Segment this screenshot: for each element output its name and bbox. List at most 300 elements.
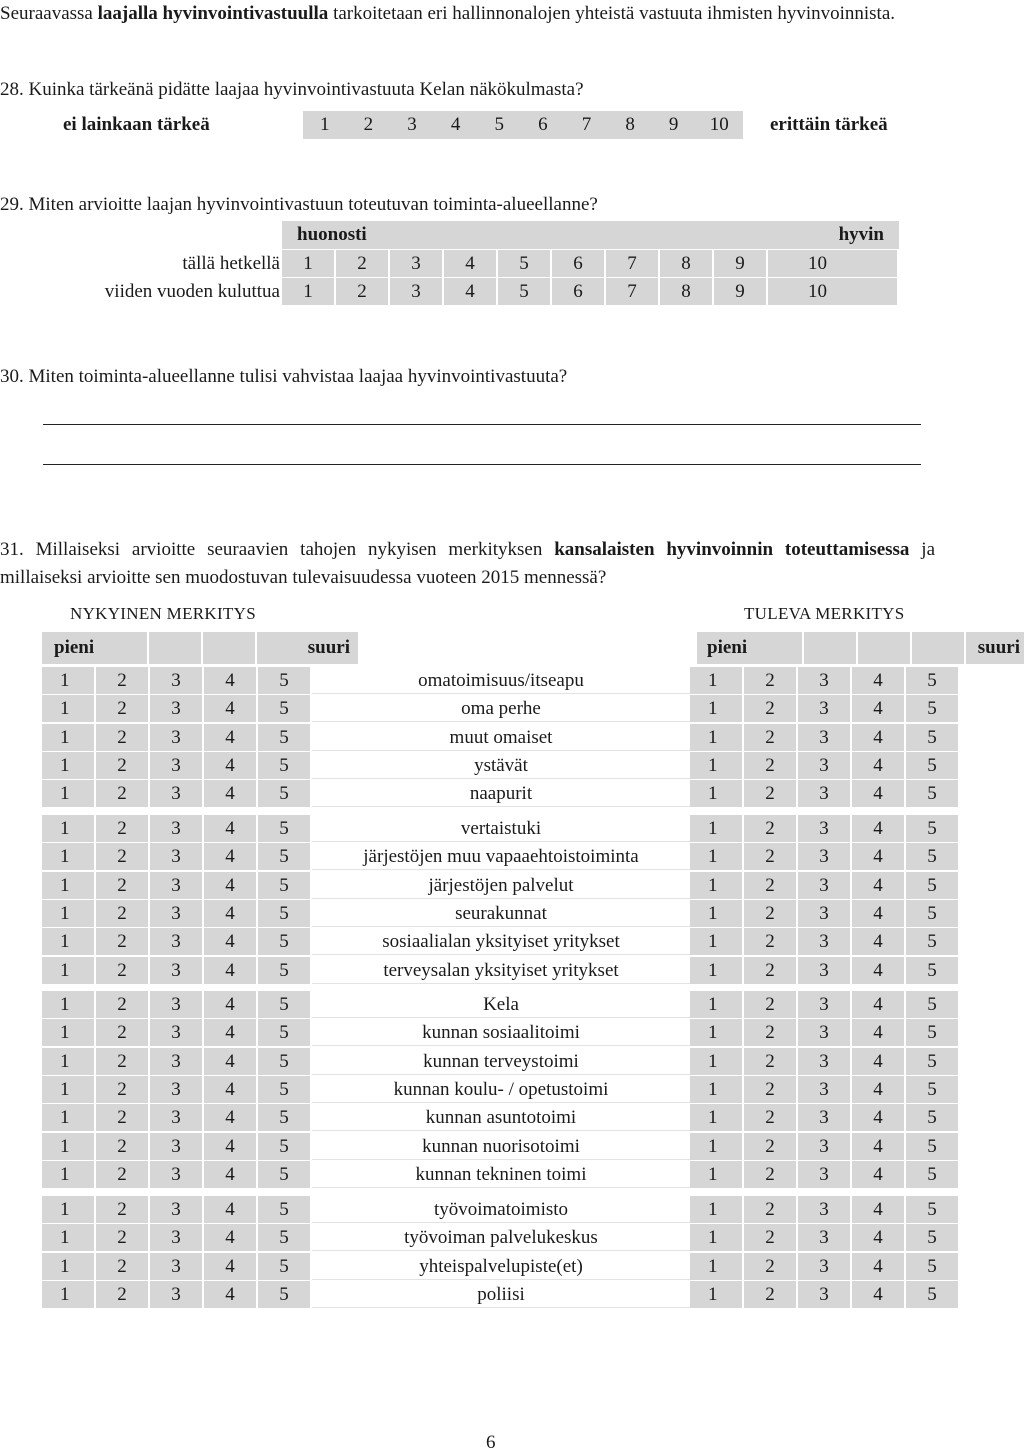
current-rating-option[interactable]: 1 xyxy=(42,1104,94,1131)
future-rating-options xyxy=(690,780,960,807)
future-rating-option[interactable]: 1 xyxy=(690,752,742,779)
current-rating-option[interactable]: 1 xyxy=(42,1019,94,1046)
future-rating-options xyxy=(690,1253,960,1280)
future-rating-option[interactable]: 4 xyxy=(852,695,904,722)
current-rating-option[interactable]: 3 xyxy=(150,991,202,1018)
organization-label: yhteispalvelupiste(et) xyxy=(312,1253,690,1280)
future-rating-option[interactable]: 5 xyxy=(906,991,958,1018)
future-rating-option[interactable]: 1 xyxy=(690,1196,742,1223)
organization-label: kunnan terveystoimi xyxy=(312,1048,690,1075)
current-rating-option[interactable]: 1 xyxy=(42,815,94,842)
current-rating-option[interactable]: 4 xyxy=(204,752,256,779)
current-rating-option[interactable]: 2 xyxy=(96,1076,148,1103)
q28-option[interactable]: 2 xyxy=(363,114,374,135)
current-rating-option[interactable]: 4 xyxy=(204,843,256,870)
current-rating-option[interactable]: 3 xyxy=(150,1253,202,1280)
current-rating-option[interactable]: 1 xyxy=(42,900,94,927)
current-rating-option[interactable]: 5 xyxy=(258,991,310,1018)
q29-option[interactable]: 8 xyxy=(660,278,712,305)
current-rating-option[interactable]: 4 xyxy=(204,724,256,751)
current-rating-option[interactable]: 3 xyxy=(150,1019,202,1046)
q28-option[interactable]: 8 xyxy=(625,114,635,135)
future-rating-option[interactable]: 3 xyxy=(798,695,850,722)
current-rating-options xyxy=(42,1133,312,1160)
q28-option[interactable]: 9 xyxy=(668,114,679,135)
future-rating-option[interactable]: 2 xyxy=(744,695,796,722)
current-rating-option[interactable]: 3 xyxy=(150,900,202,927)
current-rating-option[interactable]: 1 xyxy=(42,780,94,807)
organization-label: sosiaalialan yksityiset yritykset xyxy=(312,928,690,955)
future-rating-option[interactable]: 3 xyxy=(798,1161,850,1188)
current-rating-option[interactable]: 5 xyxy=(258,1224,310,1251)
future-rating-option[interactable]: 1 xyxy=(690,1076,742,1103)
current-rating-option[interactable]: 4 xyxy=(204,1161,256,1188)
future-rating-option[interactable]: 4 xyxy=(852,991,904,1018)
future-rating-option[interactable]: 1 xyxy=(690,1133,742,1160)
future-rating-option[interactable]: 5 xyxy=(906,1019,958,1046)
q29-option[interactable]: 7 xyxy=(606,278,658,305)
current-rating-option[interactable]: 5 xyxy=(258,1161,310,1188)
future-rating-option[interactable]: 2 xyxy=(744,957,796,984)
current-rating-option[interactable]: 2 xyxy=(96,724,148,751)
current-rating-option[interactable]: 2 xyxy=(96,1224,148,1251)
current-rating-option[interactable]: 5 xyxy=(258,1076,310,1103)
current-rating-option[interactable]: 3 xyxy=(150,1048,202,1075)
current-rating-option[interactable]: 5 xyxy=(258,1281,310,1308)
current-rating-option[interactable]: 4 xyxy=(204,1281,256,1308)
future-rating-option[interactable]: 2 xyxy=(744,752,796,779)
future-rating-option[interactable]: 5 xyxy=(906,1196,958,1223)
current-rating-option[interactable]: 1 xyxy=(42,991,94,1018)
current-rating-option[interactable]: 3 xyxy=(150,1281,202,1308)
q29-option[interactable]: 8 xyxy=(660,250,712,277)
future-rating-option[interactable]: 5 xyxy=(906,1253,958,1280)
current-rating-option[interactable]: 4 xyxy=(204,780,256,807)
current-rating-option[interactable]: 4 xyxy=(204,815,256,842)
future-rating-option[interactable]: 1 xyxy=(690,1161,742,1188)
future-rating-option[interactable]: 1 xyxy=(690,928,742,955)
future-rating-option[interactable]: 4 xyxy=(852,843,904,870)
future-rating-option[interactable]: 5 xyxy=(906,815,958,842)
current-rating-option[interactable]: 5 xyxy=(258,1104,310,1131)
future-rating-option[interactable]: 5 xyxy=(906,1161,958,1188)
current-rating-option[interactable]: 5 xyxy=(258,957,310,984)
current-rating-option[interactable]: 3 xyxy=(150,1224,202,1251)
future-significance-header: TULEVA MERKITYS xyxy=(744,604,905,623)
table-row xyxy=(42,752,960,779)
future-rating-option[interactable]: 1 xyxy=(690,900,742,927)
organization-label: työvoimatoimisto xyxy=(312,1196,690,1223)
current-rating-option[interactable]: 4 xyxy=(204,991,256,1018)
current-rating-option[interactable]: 2 xyxy=(96,1281,148,1308)
current-rating-option[interactable]: 4 xyxy=(204,900,256,927)
current-rating-option[interactable]: 1 xyxy=(42,724,94,751)
future-rating-option[interactable]: 2 xyxy=(744,1133,796,1160)
future-rating-option[interactable]: 2 xyxy=(744,872,796,899)
current-rating-option[interactable]: 4 xyxy=(204,1104,256,1131)
current-rating-option[interactable]: 1 xyxy=(42,667,94,694)
future-rating-option[interactable]: 3 xyxy=(798,991,850,1018)
future-rating-option[interactable]: 4 xyxy=(852,1253,904,1280)
future-rating-option[interactable]: 1 xyxy=(690,1048,742,1075)
future-rating-option[interactable]: 3 xyxy=(798,752,850,779)
future-rating-option[interactable]: 1 xyxy=(690,695,742,722)
table-row xyxy=(42,928,960,955)
current-rating-option[interactable]: 3 xyxy=(150,843,202,870)
future-rating-option[interactable]: 2 xyxy=(744,991,796,1018)
future-rating-option[interactable]: 4 xyxy=(852,1161,904,1188)
future-rating-option[interactable]: 3 xyxy=(798,1281,850,1308)
future-rating-option[interactable]: 2 xyxy=(744,780,796,807)
current-rating-option[interactable]: 1 xyxy=(42,1161,94,1188)
future-rating-option[interactable]: 4 xyxy=(852,1224,904,1251)
q29-option[interactable]: 7 xyxy=(606,250,658,277)
current-rating-option[interactable]: 3 xyxy=(150,724,202,751)
future-rating-option[interactable]: 2 xyxy=(744,1224,796,1251)
current-rating-option[interactable]: 2 xyxy=(96,1253,148,1280)
current-rating-option[interactable]: 3 xyxy=(150,667,202,694)
current-rating-option[interactable]: 3 xyxy=(150,1161,202,1188)
future-rating-option[interactable]: 1 xyxy=(690,1281,742,1308)
future-rating-option[interactable]: 4 xyxy=(852,780,904,807)
current-rating-option[interactable]: 5 xyxy=(258,1019,310,1046)
future-rating-option[interactable]: 5 xyxy=(906,957,958,984)
q29-option[interactable]: 3 xyxy=(390,278,442,305)
table-row xyxy=(42,900,960,927)
current-rating-option[interactable]: 5 xyxy=(258,1133,310,1160)
future-rating-option[interactable]: 5 xyxy=(906,1133,958,1160)
current-rating-option[interactable]: 5 xyxy=(258,780,310,807)
current-rating-option[interactable]: 2 xyxy=(96,928,148,955)
q29-option[interactable]: 9 xyxy=(714,278,766,305)
future-rating-option[interactable]: 2 xyxy=(744,1196,796,1223)
q29-option[interactable]: 10 xyxy=(768,278,897,305)
future-rating-option[interactable]: 2 xyxy=(744,667,796,694)
table-row xyxy=(42,991,960,1018)
future-rating-option[interactable]: 4 xyxy=(852,667,904,694)
q28-option[interactable]: 10 xyxy=(709,114,729,135)
q29-option[interactable]: 5 xyxy=(498,250,550,277)
future-rating-option[interactable]: 2 xyxy=(744,1253,796,1280)
future-rating-option[interactable]: 1 xyxy=(690,957,742,984)
future-rating-option[interactable]: 2 xyxy=(744,1161,796,1188)
future-rating-option[interactable]: 4 xyxy=(852,724,904,751)
current-rating-option[interactable]: 1 xyxy=(42,752,94,779)
future-rating-option[interactable]: 2 xyxy=(744,928,796,955)
current-rating-option[interactable]: 3 xyxy=(150,872,202,899)
current-rating-option[interactable]: 4 xyxy=(204,1133,256,1160)
current-rating-option[interactable]: 2 xyxy=(96,900,148,927)
future-rating-option[interactable]: 3 xyxy=(798,1224,850,1251)
future-rating-option[interactable]: 5 xyxy=(906,900,958,927)
future-rating-option[interactable]: 2 xyxy=(744,900,796,927)
future-rating-option[interactable]: 3 xyxy=(798,957,850,984)
current-rating-option[interactable]: 3 xyxy=(150,1104,202,1131)
current-rating-option[interactable]: 2 xyxy=(96,843,148,870)
organization-label: kunnan tekninen toimi xyxy=(312,1161,690,1188)
page-number: 6 xyxy=(486,1432,496,1453)
q28-option[interactable]: 4 xyxy=(450,114,461,135)
current-rating-option[interactable]: 5 xyxy=(258,752,310,779)
q30-answer-line-1[interactable] xyxy=(43,424,921,425)
current-rating-option[interactable]: 5 xyxy=(258,1253,310,1280)
q29-option[interactable]: 10 xyxy=(768,250,897,277)
current-rating-option[interactable]: 2 xyxy=(96,872,148,899)
current-rating-option[interactable]: 2 xyxy=(96,695,148,722)
current-rating-option[interactable]: 5 xyxy=(258,724,310,751)
current-rating-option[interactable]: 1 xyxy=(42,1133,94,1160)
q28-option[interactable]: 7 xyxy=(581,114,592,135)
table-row xyxy=(42,957,960,984)
current-rating-option[interactable]: 1 xyxy=(42,1253,94,1280)
q29-option[interactable]: 5 xyxy=(498,278,550,305)
table-row xyxy=(42,1281,960,1308)
current-rating-option[interactable]: 2 xyxy=(96,1048,148,1075)
organization-label: poliisi xyxy=(312,1281,690,1308)
current-rating-options xyxy=(42,1224,312,1251)
future-rating-option[interactable]: 1 xyxy=(690,1253,742,1280)
current-rating-option[interactable]: 1 xyxy=(42,1281,94,1308)
future-rating-option[interactable]: 3 xyxy=(798,667,850,694)
future-rating-option[interactable]: 4 xyxy=(852,928,904,955)
future-rating-option[interactable]: 3 xyxy=(798,928,850,955)
q29-scale-header xyxy=(282,221,899,249)
current-rating-option[interactable]: 2 xyxy=(96,1196,148,1223)
future-rating-option[interactable]: 3 xyxy=(798,1019,850,1046)
current-rating-option[interactable]: 4 xyxy=(204,1019,256,1046)
current-rating-option[interactable]: 2 xyxy=(96,780,148,807)
q29-option[interactable]: 2 xyxy=(336,278,388,305)
future-rating-option[interactable]: 4 xyxy=(852,1104,904,1131)
current-rating-option[interactable]: 5 xyxy=(258,1048,310,1075)
current-rating-options xyxy=(42,724,312,751)
future-rating-options xyxy=(690,991,960,1018)
future-rating-options xyxy=(690,1048,960,1075)
current-rating-option[interactable]: 2 xyxy=(96,667,148,694)
current-rating-option[interactable]: 5 xyxy=(258,900,310,927)
organization-label: Kela xyxy=(312,991,690,1018)
future-rating-option[interactable]: 1 xyxy=(690,724,742,751)
future-rating-option[interactable]: 5 xyxy=(906,724,958,751)
current-rating-options xyxy=(42,815,312,842)
organization-label: kunnan koulu- / opetustoimi xyxy=(312,1076,690,1103)
future-rating-option[interactable]: 3 xyxy=(798,1104,850,1131)
organization-label: työvoiman palvelukeskus xyxy=(312,1224,690,1251)
q29-option[interactable]: 2 xyxy=(336,250,388,277)
current-rating-option[interactable]: 4 xyxy=(204,872,256,899)
current-rating-option[interactable]: 3 xyxy=(150,1076,202,1103)
q29-question: 29. Miten arvioitte laajan hyvinvointivastuun toteutuvan toiminta-alueellanne? xyxy=(0,194,598,215)
current-rating-options xyxy=(42,752,312,779)
current-rating-option[interactable]: 2 xyxy=(96,1133,148,1160)
future-rating-option[interactable]: 5 xyxy=(906,1224,958,1251)
future-rating-option[interactable]: 1 xyxy=(690,780,742,807)
current-rating-option[interactable]: 2 xyxy=(96,752,148,779)
current-rating-option[interactable]: 3 xyxy=(150,780,202,807)
future-rating-option[interactable]: 5 xyxy=(906,1281,958,1308)
table-row xyxy=(42,1161,960,1188)
current-rating-option[interactable]: 3 xyxy=(150,928,202,955)
future-rating-option[interactable]: 4 xyxy=(852,1196,904,1223)
current-rating-option[interactable]: 4 xyxy=(204,695,256,722)
current-rating-options xyxy=(42,957,312,984)
current-rating-option[interactable]: 1 xyxy=(42,1076,94,1103)
current-rating-option[interactable]: 2 xyxy=(96,1104,148,1131)
future-rating-option[interactable]: 3 xyxy=(798,815,850,842)
future-rating-option[interactable]: 2 xyxy=(744,1104,796,1131)
future-rating-options xyxy=(690,815,960,842)
future-rating-option[interactable]: 3 xyxy=(798,1196,850,1223)
current-rating-option[interactable]: 3 xyxy=(150,752,202,779)
future-rating-option[interactable]: 3 xyxy=(798,872,850,899)
future-rating-option[interactable]: 1 xyxy=(690,991,742,1018)
future-rating-option[interactable]: 3 xyxy=(798,1253,850,1280)
future-rating-option[interactable]: 4 xyxy=(852,957,904,984)
current-rating-option[interactable]: 3 xyxy=(150,1133,202,1160)
future-rating-option[interactable]: 2 xyxy=(744,1019,796,1046)
q28-option[interactable]: 1 xyxy=(320,114,330,135)
future-rating-option[interactable]: 2 xyxy=(744,815,796,842)
future-rating-option[interactable]: 1 xyxy=(690,843,742,870)
q28-question: 28. Kuinka tärkeänä pidätte laajaa hyvinvointivastuuta Kelan näkökulmasta? xyxy=(0,79,584,100)
future-rating-option[interactable]: 4 xyxy=(852,1281,904,1308)
future-rating-option[interactable]: 3 xyxy=(798,724,850,751)
current-rating-option[interactable]: 5 xyxy=(258,928,310,955)
current-rating-option[interactable]: 2 xyxy=(96,1019,148,1046)
current-rating-option[interactable]: 5 xyxy=(258,667,310,694)
table-row xyxy=(42,815,960,842)
table-row xyxy=(42,1048,960,1075)
current-rating-option[interactable]: 1 xyxy=(42,1196,94,1223)
future-rating-option[interactable]: 1 xyxy=(690,872,742,899)
current-rating-option[interactable]: 2 xyxy=(96,815,148,842)
current-rating-option[interactable]: 1 xyxy=(42,843,94,870)
q29-option[interactable]: 6 xyxy=(552,278,604,305)
future-rating-option[interactable]: 4 xyxy=(852,1076,904,1103)
q29-option[interactable]: 3 xyxy=(390,250,442,277)
future-rating-option[interactable]: 5 xyxy=(906,752,958,779)
future-rating-option[interactable]: 5 xyxy=(906,1104,958,1131)
current-rating-option[interactable]: 1 xyxy=(42,695,94,722)
future-rating-option[interactable]: 5 xyxy=(906,928,958,955)
future-low-label: pieni xyxy=(697,632,802,664)
q29-option[interactable]: 4 xyxy=(444,250,496,277)
q29-option[interactable]: 1 xyxy=(282,278,334,305)
current-rating-option[interactable]: 2 xyxy=(96,1161,148,1188)
current-rating-option[interactable]: 1 xyxy=(42,1048,94,1075)
current-rating-option[interactable]: 4 xyxy=(204,1196,256,1223)
future-rating-option[interactable]: 2 xyxy=(744,1076,796,1103)
q29-option[interactable]: 6 xyxy=(552,250,604,277)
current-rating-option[interactable]: 4 xyxy=(204,1048,256,1075)
future-rating-option[interactable]: 2 xyxy=(744,1281,796,1308)
future-rating-option[interactable]: 1 xyxy=(690,815,742,842)
organization-label: kunnan sosiaalitoimi xyxy=(312,1019,690,1046)
future-rating-options xyxy=(690,667,960,694)
future-rating-option[interactable]: 3 xyxy=(798,1133,850,1160)
future-rating-option[interactable]: 4 xyxy=(852,900,904,927)
future-rating-option[interactable]: 5 xyxy=(906,780,958,807)
future-rating-option[interactable]: 5 xyxy=(906,695,958,722)
future-rating-option[interactable]: 1 xyxy=(690,1019,742,1046)
q29-option[interactable]: 1 xyxy=(282,250,334,277)
q29-option[interactable]: 4 xyxy=(444,278,496,305)
current-rating-option[interactable]: 4 xyxy=(204,1224,256,1251)
future-rating-options xyxy=(690,1161,960,1188)
current-rating-option[interactable]: 5 xyxy=(258,695,310,722)
q28-option[interactable]: 5 xyxy=(494,114,504,135)
future-rating-option[interactable]: 4 xyxy=(852,1133,904,1160)
q28-right-label: erittäin tärkeä xyxy=(770,114,888,135)
current-rating-option[interactable]: 5 xyxy=(258,1196,310,1223)
q30-answer-line-2[interactable] xyxy=(43,464,921,465)
current-rating-option[interactable]: 4 xyxy=(204,667,256,694)
future-rating-option[interactable]: 1 xyxy=(690,1104,742,1131)
future-rating-option[interactable]: 5 xyxy=(906,843,958,870)
current-low-label: pieni xyxy=(42,632,147,664)
future-rating-options xyxy=(690,1224,960,1251)
current-rating-options xyxy=(42,928,312,955)
future-rating-option[interactable]: 3 xyxy=(798,1076,850,1103)
current-rating-option[interactable]: 5 xyxy=(258,843,310,870)
current-rating-option[interactable]: 3 xyxy=(150,957,202,984)
current-rating-option[interactable]: 3 xyxy=(150,815,202,842)
future-rating-option[interactable]: 4 xyxy=(852,752,904,779)
future-rating-option[interactable]: 3 xyxy=(798,900,850,927)
future-rating-option[interactable]: 5 xyxy=(906,667,958,694)
current-rating-option[interactable]: 4 xyxy=(204,1253,256,1280)
current-rating-option[interactable]: 1 xyxy=(42,1224,94,1251)
future-rating-option[interactable]: 1 xyxy=(690,667,742,694)
current-rating-option[interactable]: 1 xyxy=(42,872,94,899)
q28-option[interactable]: 6 xyxy=(538,114,548,135)
current-rating-option[interactable]: 4 xyxy=(204,928,256,955)
current-rating-option[interactable]: 2 xyxy=(96,991,148,1018)
future-rating-option[interactable]: 3 xyxy=(798,1048,850,1075)
organization-label: oma perhe xyxy=(312,695,690,722)
current-rating-option[interactable]: 2 xyxy=(96,957,148,984)
q29-option[interactable]: 9 xyxy=(714,250,766,277)
current-rating-option[interactable]: 1 xyxy=(42,928,94,955)
current-rating-option[interactable]: 4 xyxy=(204,1076,256,1103)
future-rating-option[interactable]: 2 xyxy=(744,1048,796,1075)
current-rating-option[interactable]: 4 xyxy=(204,957,256,984)
table-row xyxy=(42,1224,960,1251)
current-rating-option[interactable]: 5 xyxy=(258,872,310,899)
future-rating-options xyxy=(690,1196,960,1223)
future-rating-option[interactable]: 3 xyxy=(798,780,850,807)
current-rating-option[interactable]: 5 xyxy=(258,815,310,842)
future-rating-option[interactable]: 5 xyxy=(906,872,958,899)
future-rating-option[interactable]: 1 xyxy=(690,1224,742,1251)
current-rating-option[interactable]: 3 xyxy=(150,695,202,722)
future-rating-option[interactable]: 2 xyxy=(744,843,796,870)
q28-option[interactable]: 3 xyxy=(407,114,417,135)
future-rating-option[interactable]: 2 xyxy=(744,724,796,751)
future-rating-option[interactable]: 4 xyxy=(852,872,904,899)
future-rating-option[interactable]: 5 xyxy=(906,1076,958,1103)
future-rating-option[interactable]: 5 xyxy=(906,1048,958,1075)
current-rating-option[interactable]: 1 xyxy=(42,957,94,984)
current-rating-option[interactable]: 3 xyxy=(150,1196,202,1223)
current-rating-options xyxy=(42,667,312,694)
future-rating-option[interactable]: 3 xyxy=(798,843,850,870)
future-rating-option[interactable]: 4 xyxy=(852,1019,904,1046)
organization-label: terveysalan yksityiset yritykset xyxy=(312,957,690,984)
future-rating-option[interactable]: 4 xyxy=(852,1048,904,1075)
table-row xyxy=(42,667,960,694)
future-rating-option[interactable]: 4 xyxy=(852,815,904,842)
